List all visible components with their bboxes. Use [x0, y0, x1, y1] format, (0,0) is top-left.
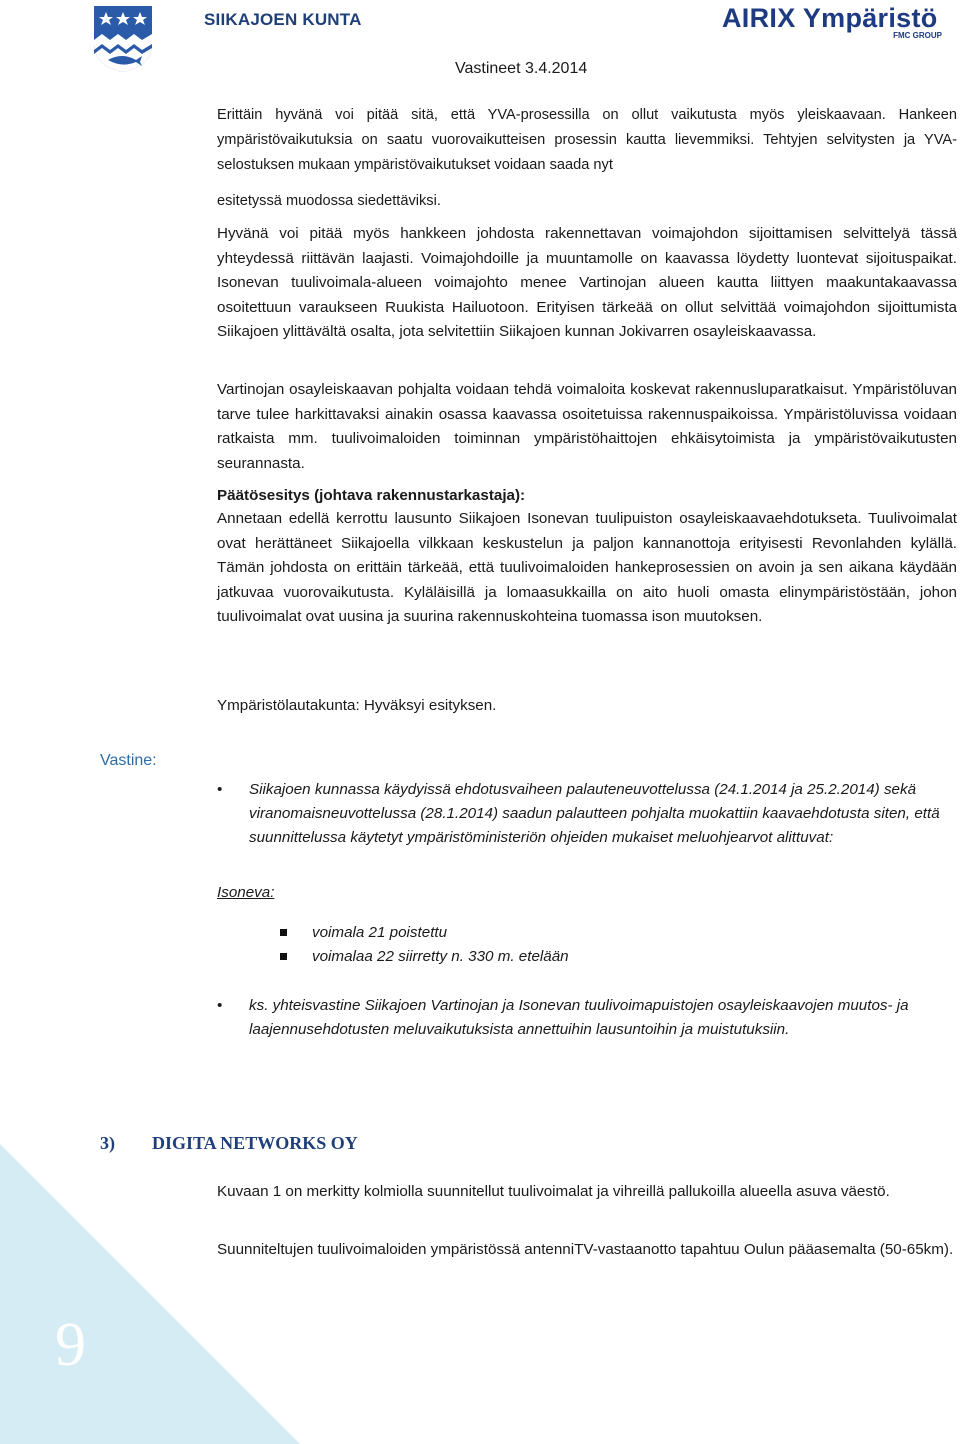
paragraph-text: Suunniteltujen tuulivoimaloiden ympäristössä antenniTV-vastaanotto tapahtuu Oulun pääasemalta (50-65km).	[217, 1241, 954, 1258]
sub-bullet-text: voimalaa 22 siirretty n. 330 m. etelään	[312, 948, 569, 965]
bullet-text: Siikajoen kunnassa käydyissä ehdotusvaiheen palauteneuvottelussa (24.1.2014 ja 25.2.2014) sekä viranomaisneuvottelussa (28.1.2014) saadun palautteen pohjalta muokattiin kaavaehdotusta siten, että suunnittelussa käytetyt ympäristöministeriön ohjeiden mukaiset meluohjearvot alittuvat:	[249, 781, 940, 846]
proposal-heading: Päätösesitys (johtava rakennustarkastaja):	[217, 487, 526, 504]
bullet-text: ks. yhteisvastine Siikajoen Vartinojan ja Isonevan tuulivoimapuistojen osayleiskaavojen muutos- ja laajennusehdotusten meluvaikutuksista annettuihin lausuntoihin ja muistutuksiin.	[249, 997, 909, 1038]
sub-bullet-text: voimala 21 poistettu	[312, 924, 448, 941]
square-bullet-icon	[280, 953, 287, 960]
paragraph-yva	[217, 103, 957, 178]
section-title: DIGITA NETWORKS OY	[152, 1133, 358, 1153]
partner-logo-text: AIRIX Ympäristö	[722, 3, 938, 33]
vastine-label: Vastine:	[100, 752, 157, 769]
section-paragraph	[217, 1238, 957, 1263]
municipality-coat-of-arms	[92, 4, 154, 74]
page-number: 9	[55, 1311, 86, 1379]
paragraph-text: Vartinojan osayleiskaavan pohjalta voidaan tehdä voimaloita koskevat rakennusluparatkaisut. Ympäristöluvan tarve tulee harkittavaksi ainakin osassa kaavassa osoitetuissa rakennuspaikoissa. Ympäristöluvissa voidaan ratkaista mm. tuulivoimaloiden toiminnan ympäristöhaittojen ehkäisytoimista ja ympäristövaikutusten seurannasta.	[217, 381, 957, 472]
paragraph-voimajohto	[217, 222, 957, 345]
bullet-icon: •	[217, 781, 223, 798]
partner-logo-subtitle: FMC GROUP	[893, 31, 942, 40]
paragraph-text: Annetaan edellä kerrottu lausunto Siikajoen Isonevan tuulipuiston osayleiskaavaehdotukseta. Tuulivoimalat ovat herättäneet Siikajoella vilkkaan keskustelun ja paljon kannanottoja erityisesti Revonlahden kylällä. Tämän johdosta on erittäin tärkeää, että tuulivoimaloiden hankeprosessien on avoin ja sen aikana käydään jatkuvaa vuorovaikutusta. Kyläläisillä ja lomaasukkailla on aito huoli omasta elinympäristöstään, johon tuulivoimalat ovat uusina ja suurina rakennuskohteina tuomassa ison muutoksen.	[217, 510, 957, 625]
document-date: Vastineet 3.4.2014	[455, 60, 588, 77]
paragraph-text: Kuvaan 1 on merkitty kolmiolla suunnitellut tuulivoimalat ja vihreillä pallukoilla alueella asuva väestö.	[217, 1183, 890, 1200]
paragraph-text: esitetyssä muodossa siedettäviksi.	[217, 193, 441, 209]
paragraph-text: Hyvänä voi pitää myös hankkeen johdosta rakennettavan voimajohdon sijoittamisen selvittelyä tässä yhteydessä riittävän laajasti. Voimajohdoille ja muuntamolle on kaavassa löydetty luontevat sijoituspaikat. Isonevan tuulivoimala-alueen voimajohto menee Vartinojan alueen kautta liittyen maakuntakaavassa osoitettuun varaukseen Ruukista Hailuotoon. Erityisen tärkeää on ollut selvittää voimajohdon sijoittumista Siikajoen ylittävältä osalta, jota selvitettiin Siikajoen kunnan Jokivarren osayleiskaavassa.	[217, 225, 957, 340]
section-heading	[100, 1133, 358, 1154]
paragraph-proposal	[217, 507, 957, 630]
municipality-name: SIIKAJOEN KUNTA	[204, 10, 362, 29]
isoneva-label: Isoneva:	[217, 884, 275, 901]
paragraph-text: Erittäin hyvänä voi pitää sitä, että YVA-prosessilla on ollut vaikutusta myös yleiskaavaan. Hankeen ympäristövaikutuksia on saatu vuorovaikutteisen prosessin kautta lievemmiksi. Tehtyjen selvitysten ja YVA-selostuksen mukaan ympäristövaikutukset voidaan saada nyt	[217, 107, 957, 173]
paragraph-rakennuslupa	[217, 378, 957, 476]
decision-text: Ympäristölautakunta: Hyväksyi esityksen.	[217, 697, 497, 714]
section-paragraph	[217, 1180, 957, 1205]
square-bullet-icon	[280, 929, 287, 936]
section-number: 3)	[100, 1133, 115, 1153]
bullet-icon: •	[217, 997, 223, 1014]
partner-logo	[722, 2, 944, 42]
paragraph-yva-end	[217, 189, 957, 214]
